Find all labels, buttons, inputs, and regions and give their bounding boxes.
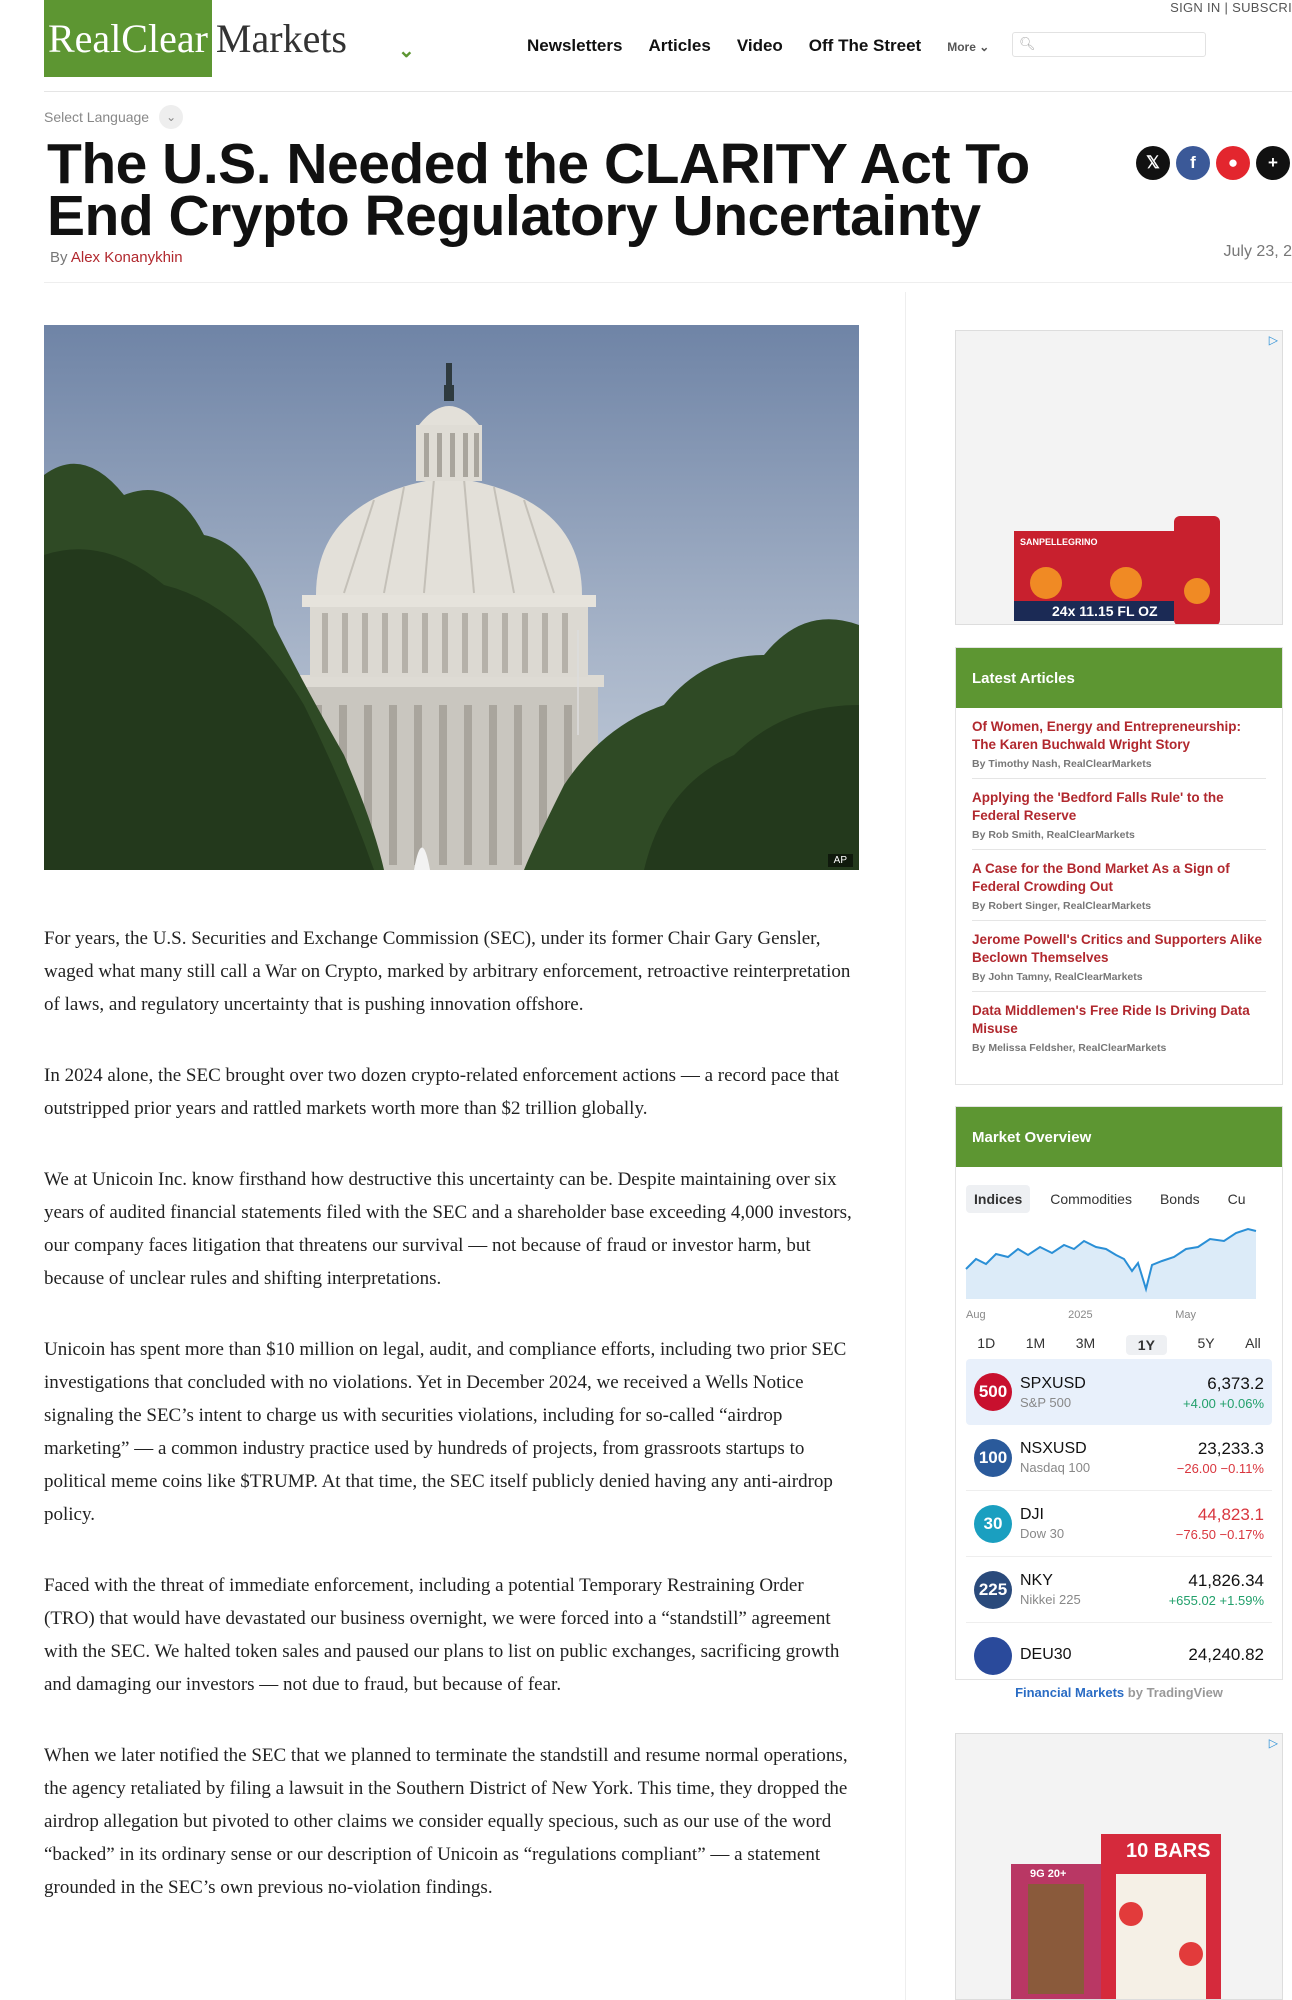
index-badge: 225: [974, 1571, 1012, 1609]
index-price: 6,373.2: [1207, 1373, 1264, 1393]
index-badge: [974, 1637, 1012, 1675]
market-tabs: [956, 1167, 1282, 1213]
index-values: [1177, 1439, 1272, 1476]
index-info: [1020, 1646, 1188, 1666]
chart-axis: [956, 1309, 1196, 1321]
index-row[interactable]: [966, 1557, 1272, 1623]
index-name: Dow 30: [1020, 1526, 1065, 1541]
ad-product-image: [956, 331, 1283, 625]
article-paragraph: When we later notified the SEC that we planned to terminate the standstill and resume normal operations, the agency retaliated by filing a lawsuit in the Southern District of New York. This time, they dropped the airdrop allegation but pivoted to other claims we consider equally specious, such as our use of the word “backed” in its ordinary sense or our description of Unicoin as “regulations compliant” — a statement grounded in the SEC’s own previous no-violation findings.: [44, 1745, 848, 1898]
index-name: S&P 500: [1020, 1394, 1072, 1410]
tab-bonds[interactable]: Bonds: [1159, 1191, 1200, 1207]
index-symbol: NKY: [1020, 1572, 1053, 1589]
index-symbol: NSXUSD: [1020, 1440, 1087, 1457]
axis-label: May: [1175, 1309, 1196, 1321]
ad-box-text: 10 BARS: [1126, 1840, 1211, 1862]
ad-side-text: 9G 20+: [1030, 1868, 1067, 1880]
latest-article-title[interactable]: Jerome Powell's Critics and Supporters Alike Beclown Themselves: [972, 932, 1263, 965]
index-badge: 100: [974, 1439, 1012, 1477]
latest-articles-panel: [955, 647, 1283, 1085]
index-change-abs: −26.00: [1176, 1461, 1217, 1476]
advertisement-sanpellegrino[interactable]: [955, 330, 1283, 625]
range-1m[interactable]: 1M: [1025, 1335, 1046, 1351]
hero-image-capitol: [44, 325, 859, 870]
index-symbol: DJI: [1020, 1506, 1044, 1523]
byline-prefix: By: [50, 249, 68, 266]
index-sparkline: [956, 1219, 1283, 1309]
tab-commodities[interactable]: Commodities: [1050, 1191, 1132, 1207]
latest-article-byline: By John Tamny, RealClearMarkets: [972, 971, 1143, 983]
ad-pack-text: 24x 11.15 FL OZ: [1052, 603, 1158, 619]
index-row[interactable]: [966, 1359, 1272, 1425]
index-change-pct: +0.06%: [1219, 1395, 1264, 1411]
nav-off-the-street[interactable]: Off The Street: [808, 36, 922, 55]
tab-indices[interactable]: Indices: [966, 1185, 1030, 1213]
nav-more-label: More: [947, 40, 976, 54]
account-links[interactable]: SIGN IN | SUBSCRI: [1170, 0, 1292, 15]
nav-video[interactable]: Video: [736, 36, 783, 55]
language-label: Select Language: [44, 109, 150, 125]
chevron-down-icon: ⌄: [979, 40, 990, 54]
tab-currencies[interactable]: Cu: [1227, 1191, 1246, 1207]
latest-article-item[interactable]: [972, 779, 1266, 850]
range-5y[interactable]: 5Y: [1197, 1335, 1215, 1351]
site-logo[interactable]: [44, 0, 347, 77]
article-title: The U.S. Needed the CLARITY Act To End Crypto Regulatory Uncertainty: [47, 132, 1030, 248]
title-divider: [44, 282, 1292, 283]
index-info: [1020, 1440, 1177, 1475]
market-overview-panel: [955, 1106, 1283, 1680]
index-change: [1177, 1461, 1264, 1476]
index-symbol: DEU30: [1020, 1645, 1072, 1663]
article-body: [44, 922, 859, 1942]
nav-more[interactable]: [947, 36, 989, 56]
ad-product-image: [956, 1734, 1283, 2000]
index-values: [1176, 1505, 1272, 1542]
index-row[interactable]: [966, 1491, 1272, 1557]
article-paragraph: Faced with the threat of immediate enforcement, including a potential Temporary Restraining Order (TRO) that would have devastated our business overnight, we were forced into a “standstill” agreement with the SEC. We halted token sales and paused our plans to list on public exchanges, sacrificing growth and damaging our investors — not due to fraud, but because of fear.: [44, 1575, 840, 1695]
index-name: Nasdaq 100: [1020, 1460, 1091, 1475]
latest-articles-heading: Latest Articles: [956, 648, 1282, 708]
article-paragraph: In 2024 alone, the SEC brought over two dozen crypto-related enforcement actions — a record pace that outstripped prior years and rattled markets worth more than $2 trillion globally.: [44, 1065, 840, 1119]
sites-chevron-down-icon[interactable]: ⌄: [398, 40, 415, 62]
axis-label: Aug: [966, 1309, 986, 1321]
latest-article-item[interactable]: [972, 850, 1266, 921]
index-row[interactable]: [966, 1425, 1272, 1491]
index-change-pct: −0.17%: [1219, 1527, 1264, 1542]
adchoices-icon[interactable]: ▷: [1268, 1736, 1278, 1750]
index-change-pct: +1.59%: [1219, 1593, 1264, 1608]
index-badge: 500: [974, 1373, 1012, 1411]
index-info: [1020, 1506, 1176, 1541]
article-paragraph: We at Unicoin Inc. know firsthand how destructive this uncertainty can be. Despite maintaining over six years of audited financial statements filed with the SEC and a shareholder base exceeding 4,000 investors, our company faces litigation that threatens our survival — not because of fraud or investor harm, but because of unclear rules and shifting interpretations.: [44, 1169, 852, 1289]
latest-article-item[interactable]: [972, 708, 1266, 779]
latest-article-title[interactable]: A Case for the Bond Market As a Sign of Federal Crowding Out: [972, 861, 1230, 894]
logo-markets: Markets: [215, 16, 347, 61]
latest-article-title[interactable]: Of Women, Energy and Entrepreneurship: The Karen Buchwald Wright Story: [972, 719, 1242, 752]
axis-label: 2025: [1068, 1309, 1093, 1321]
latest-article-title[interactable]: Applying the 'Bedford Falls Rule' to the Federal Reserve: [972, 790, 1224, 823]
latest-article-item[interactable]: [972, 992, 1266, 1062]
advertisement-protein-bars[interactable]: [955, 1733, 1283, 2000]
article-paragraph: For years, the U.S. Securities and Exchange Commission (SEC), under its former Chair Gary Gensler, waged what many still call a War on Crypto, marked by arbitrary enforcement, retroactive reinterpretation of laws, and regulatory uncertainty that is pushing innovation offshore.: [44, 928, 851, 1015]
index-list: [956, 1359, 1282, 1680]
index-change: [1169, 1593, 1264, 1608]
index-values: [1188, 1645, 1272, 1667]
index-values: [1183, 1374, 1272, 1411]
index-symbol: SPXUSD: [1020, 1374, 1086, 1392]
latest-article-byline: By Robert Singer, RealClearMarkets: [972, 900, 1152, 912]
index-info: [1020, 1572, 1169, 1607]
market-overview-heading: Market Overview: [956, 1107, 1282, 1167]
author-link[interactable]: Alex Konanykhin: [70, 249, 183, 266]
latest-article-item[interactable]: [972, 921, 1266, 992]
index-values: [1169, 1571, 1272, 1608]
article-paragraph: Unicoin has spent more than $10 million on legal, audit, and compliance efforts, including two prior SEC investigations that concluded with no violations. Yet in December 2024, we received a Wells Notice signaling the SEC’s intent to charge us with securities violations, including for so-called “airdrop marketing” — a common industry practice used by hundreds of projects, from grassroots startups to political meme coins like $TRUMP. At that time, the SEC itself publicly denied having any anti-airdrop policy.: [44, 1339, 847, 1525]
index-price: 44,823.1: [1197, 1505, 1264, 1524]
search-icon: 🔍︎: [1019, 36, 1036, 51]
index-info: [1020, 1375, 1183, 1410]
tradingview-credit[interactable]: [955, 1685, 1283, 1700]
index-change: [1183, 1396, 1264, 1411]
index-change-abs: −76.50: [1175, 1527, 1216, 1542]
index-change-abs: +4.00: [1183, 1395, 1216, 1411]
index-change-abs: +655.02: [1168, 1593, 1216, 1608]
nav-articles[interactable]: Articles: [648, 36, 711, 55]
index-change-pct: −0.11%: [1220, 1461, 1264, 1476]
index-price: 23,233.3: [1197, 1439, 1264, 1458]
latest-article-title[interactable]: Data Middlemen's Free Ride Is Driving Data Misuse: [972, 1003, 1250, 1036]
latest-article-byline: By Timothy Nash, RealClearMarkets: [972, 758, 1152, 770]
adchoices-icon[interactable]: ▷: [1268, 333, 1278, 347]
range-1d[interactable]: 1D: [977, 1335, 996, 1351]
range-selector: [956, 1321, 1282, 1359]
main-nav: [527, 36, 989, 56]
logo-realclear: RealClear: [44, 0, 212, 77]
image-credit: AP: [828, 854, 853, 867]
index-row[interactable]: [966, 1623, 1272, 1680]
range-all[interactable]: All: [1245, 1335, 1261, 1351]
tradingview-credit-by: by TradingView: [1127, 1685, 1223, 1700]
index-change: [1176, 1527, 1264, 1542]
share-buttons: [1136, 146, 1290, 180]
column-divider: [905, 292, 906, 2000]
chevron-down-icon: ⌄: [159, 105, 183, 129]
tradingview-credit-main: Financial Markets: [1015, 1685, 1125, 1700]
index-price: 41,826.34: [1188, 1571, 1264, 1590]
index-badge: 30: [974, 1505, 1012, 1543]
range-3m[interactable]: 3M: [1075, 1335, 1096, 1351]
latest-article-byline: By Rob Smith, RealClearMarkets: [972, 829, 1135, 841]
x-share-icon[interactable]: 𝕏: [1136, 146, 1170, 180]
range-1y[interactable]: 1Y: [1126, 1335, 1167, 1355]
latest-article-byline: By Melissa Feldsher, RealClearMarkets: [972, 1042, 1167, 1054]
nav-newsletters[interactable]: Newsletters: [527, 36, 623, 55]
flipboard-share-icon[interactable]: ●: [1216, 146, 1250, 180]
index-price: 24,240.82: [1188, 1644, 1264, 1664]
search-input[interactable]: [1012, 32, 1206, 57]
more-share-icon[interactable]: +: [1256, 146, 1290, 180]
index-name: Nikkei 225: [1020, 1592, 1081, 1607]
byline: [50, 249, 183, 266]
ad-can-text: SANPELLEGRINO: [1020, 537, 1098, 547]
header-divider: [44, 91, 1292, 92]
facebook-share-icon[interactable]: f: [1176, 146, 1210, 180]
article-date: July 23, 2: [1223, 243, 1292, 260]
language-selector[interactable]: [44, 105, 183, 129]
